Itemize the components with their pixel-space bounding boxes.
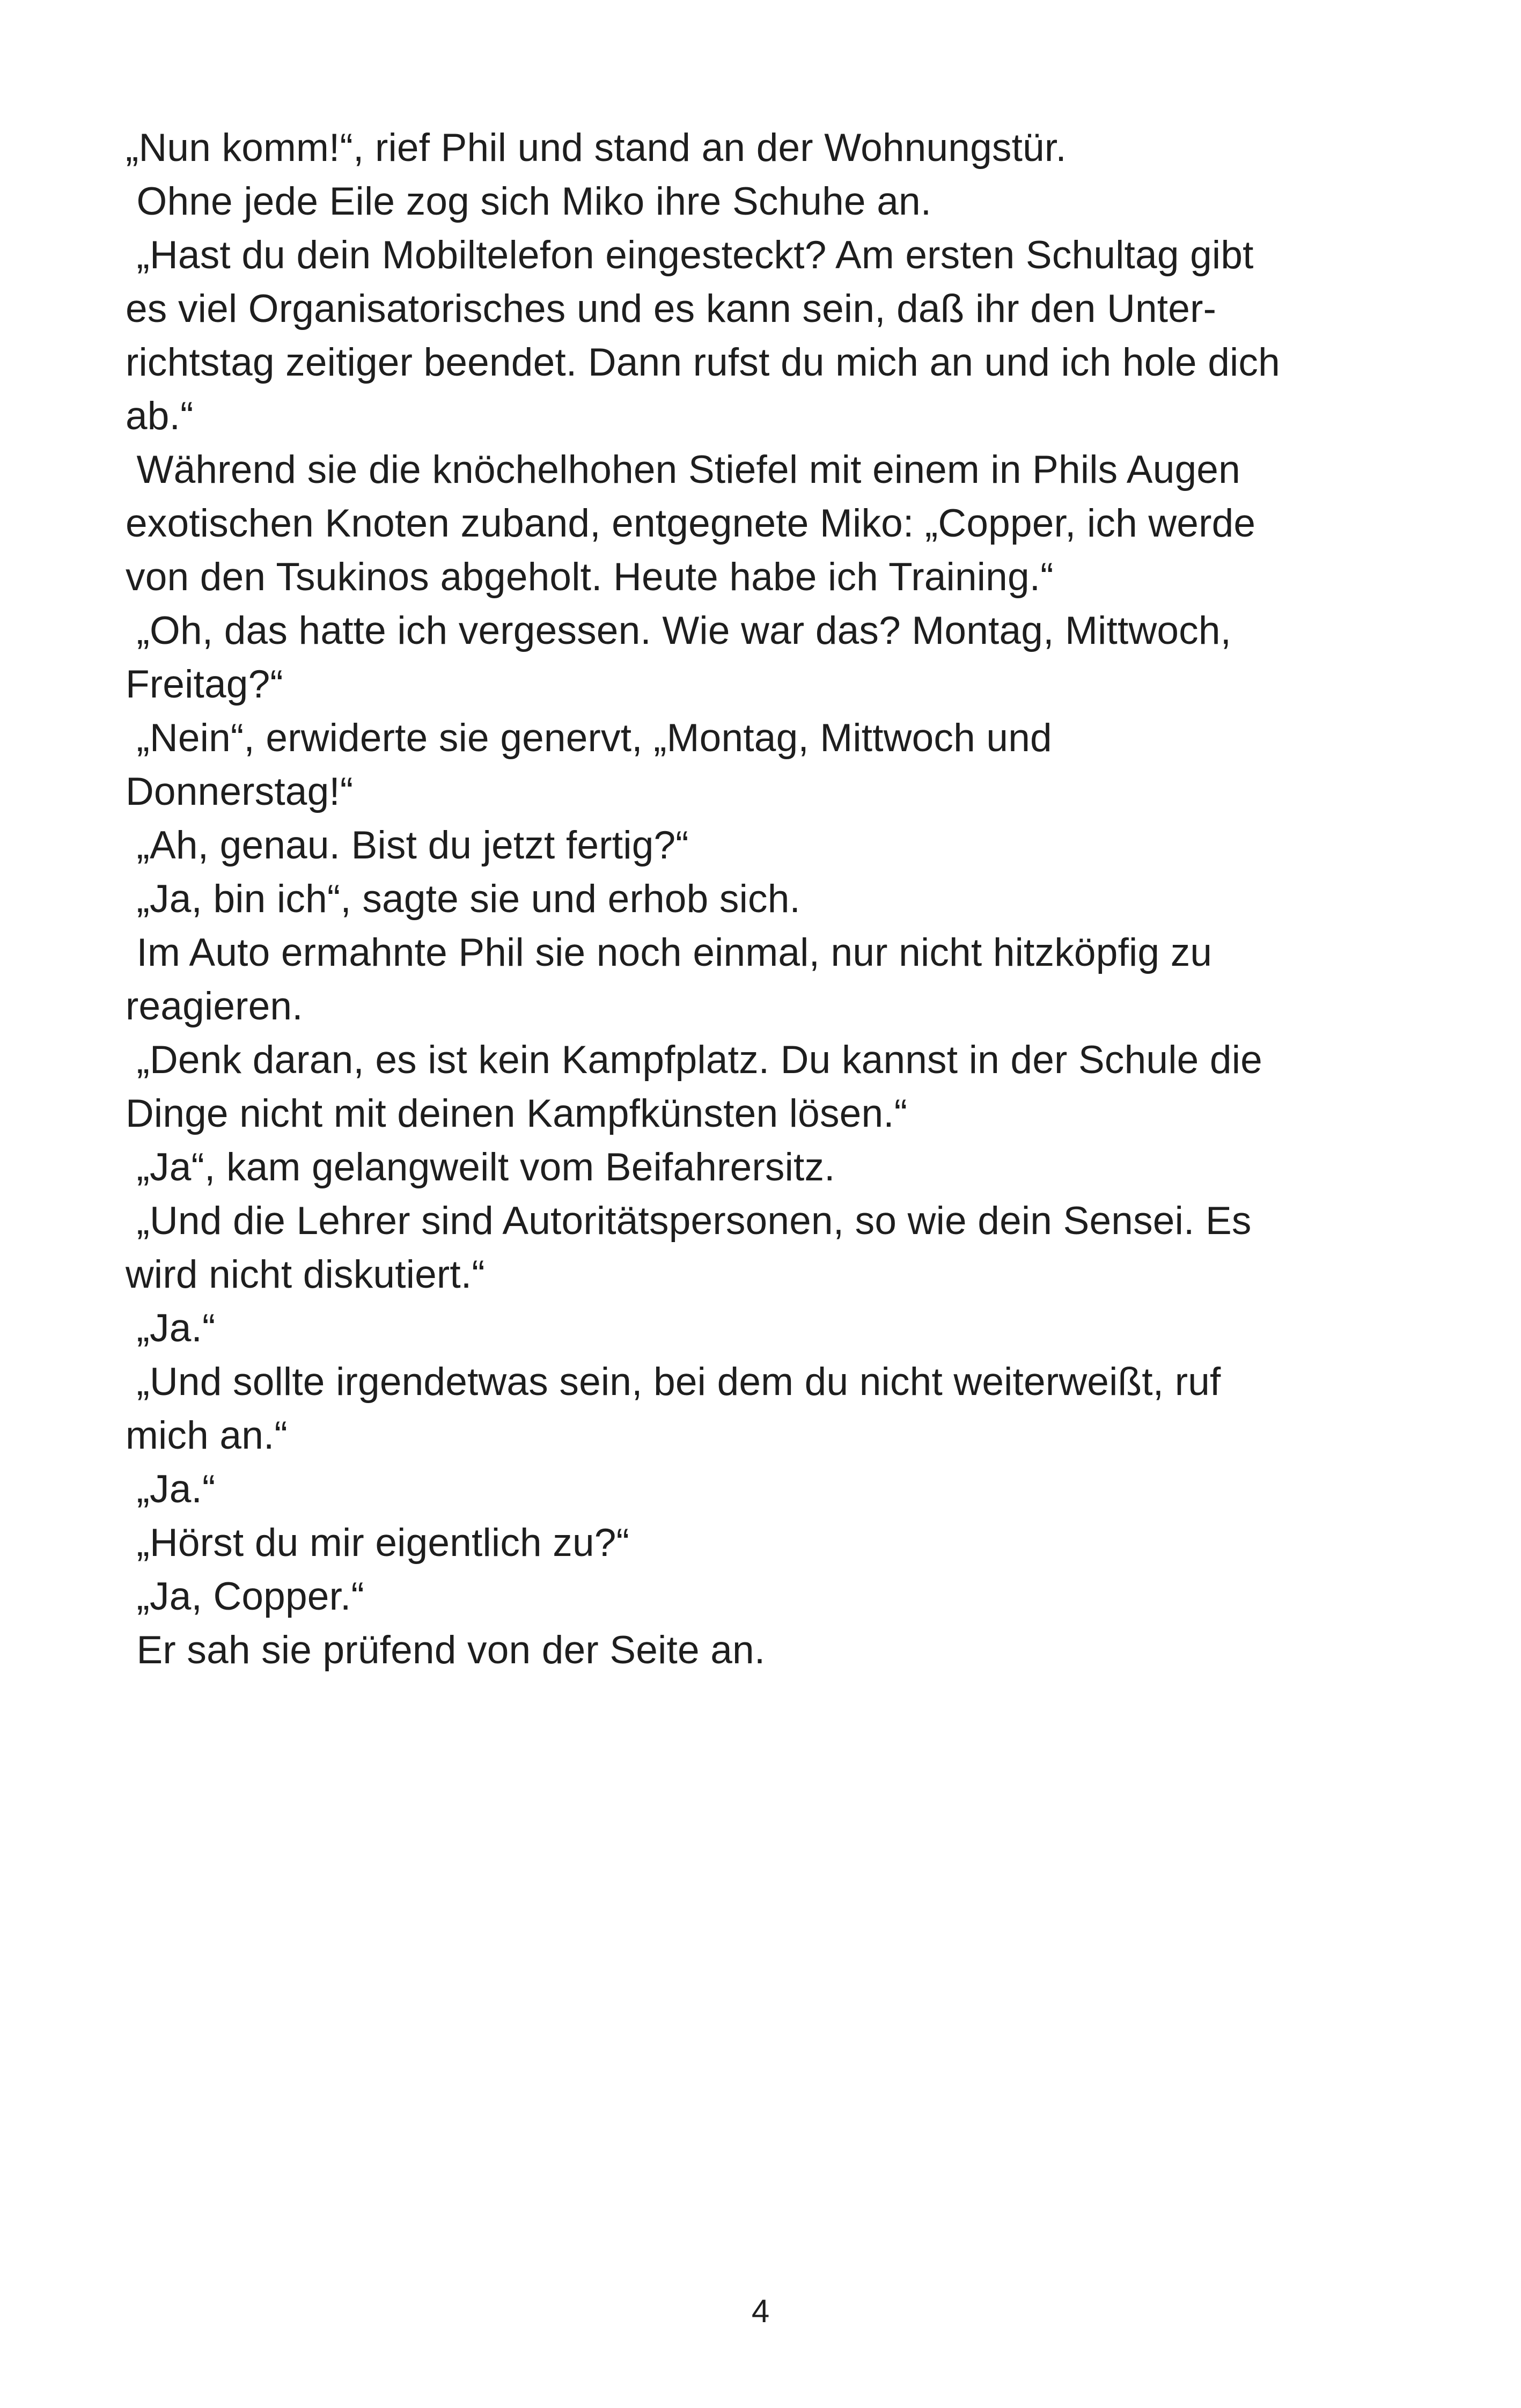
text-line: Dinge nicht mit deinen Kampfkünsten lösen.“ bbox=[126, 1092, 908, 1135]
text-line: Freitag?“ bbox=[126, 663, 283, 706]
text-line: „Denk daran, es ist kein Kampfplatz. Du kannst in der Schule die bbox=[126, 1038, 1262, 1082]
text-line: Im Auto ermahnte Phil sie noch einmal, nur nicht hitzköpfig zu bbox=[126, 931, 1213, 974]
text-line: „Hast du dein Mobiltelefon eingesteckt? Am ersten Schultag gibt bbox=[126, 233, 1254, 277]
text-line: mich an.“ bbox=[126, 1414, 288, 1457]
text-line: wird nicht diskutiert.“ bbox=[126, 1253, 485, 1296]
text-line: reagieren. bbox=[126, 985, 303, 1028]
text-line: Während sie die knöchelhohen Stiefel mit einem in Phils Augen bbox=[126, 448, 1240, 491]
text-line: richtstag zeitiger beendet. Dann rufst du mich an und ich hole dich bbox=[126, 341, 1280, 384]
text-line: Ohne jede Eile zog sich Miko ihre Schuhe an. bbox=[126, 180, 932, 223]
text-line: von den Tsukinos abgeholt. Heute habe ich Training.“ bbox=[126, 555, 1054, 599]
text-line: „Hörst du mir eigentlich zu?“ bbox=[126, 1521, 630, 1565]
text-line: „Ja, Copper.“ bbox=[126, 1575, 365, 1618]
text-line: „Und die Lehrer sind Autoritätspersonen, so wie dein Sensei. Es bbox=[126, 1199, 1252, 1243]
text-line: „Ja.“ bbox=[126, 1306, 216, 1350]
text-line: es viel Organisatorisches und es kann sein, daß ihr den Unter- bbox=[126, 287, 1217, 331]
body-text bbox=[126, 121, 1402, 1677]
text-line: „Nein“, erwiderte sie genervt, „Montag, Mittwoch und bbox=[126, 716, 1052, 760]
text-line: „Ah, genau. Bist du jetzt fertig?“ bbox=[126, 824, 689, 867]
text-line: „Ja, bin ich“, sagte sie und erhob sich. bbox=[126, 877, 800, 921]
text-line: ab.“ bbox=[126, 394, 194, 438]
text-line: „Oh, das hatte ich vergessen. Wie war das? Montag, Mittwoch, bbox=[126, 609, 1232, 652]
text-line: Er sah sie prüfend von der Seite an. bbox=[126, 1628, 766, 1672]
text-line: „Ja.“ bbox=[126, 1467, 216, 1511]
text-line: exotischen Knoten zuband, entgegnete Miko: „Copper, ich werde bbox=[126, 502, 1256, 545]
text-line: „Ja“, kam gelangweilt vom Beifahrersitz. bbox=[126, 1146, 835, 1189]
page-number: 4 bbox=[751, 2293, 770, 2329]
text-line: „Nun komm!“, rief Phil und stand an der Wohnungstür. bbox=[126, 126, 1067, 170]
text-line: „Und sollte irgendetwas sein, bei dem du nicht weiterweißt, ruf bbox=[126, 1360, 1221, 1404]
text-line: Donnerstag!“ bbox=[126, 770, 354, 813]
